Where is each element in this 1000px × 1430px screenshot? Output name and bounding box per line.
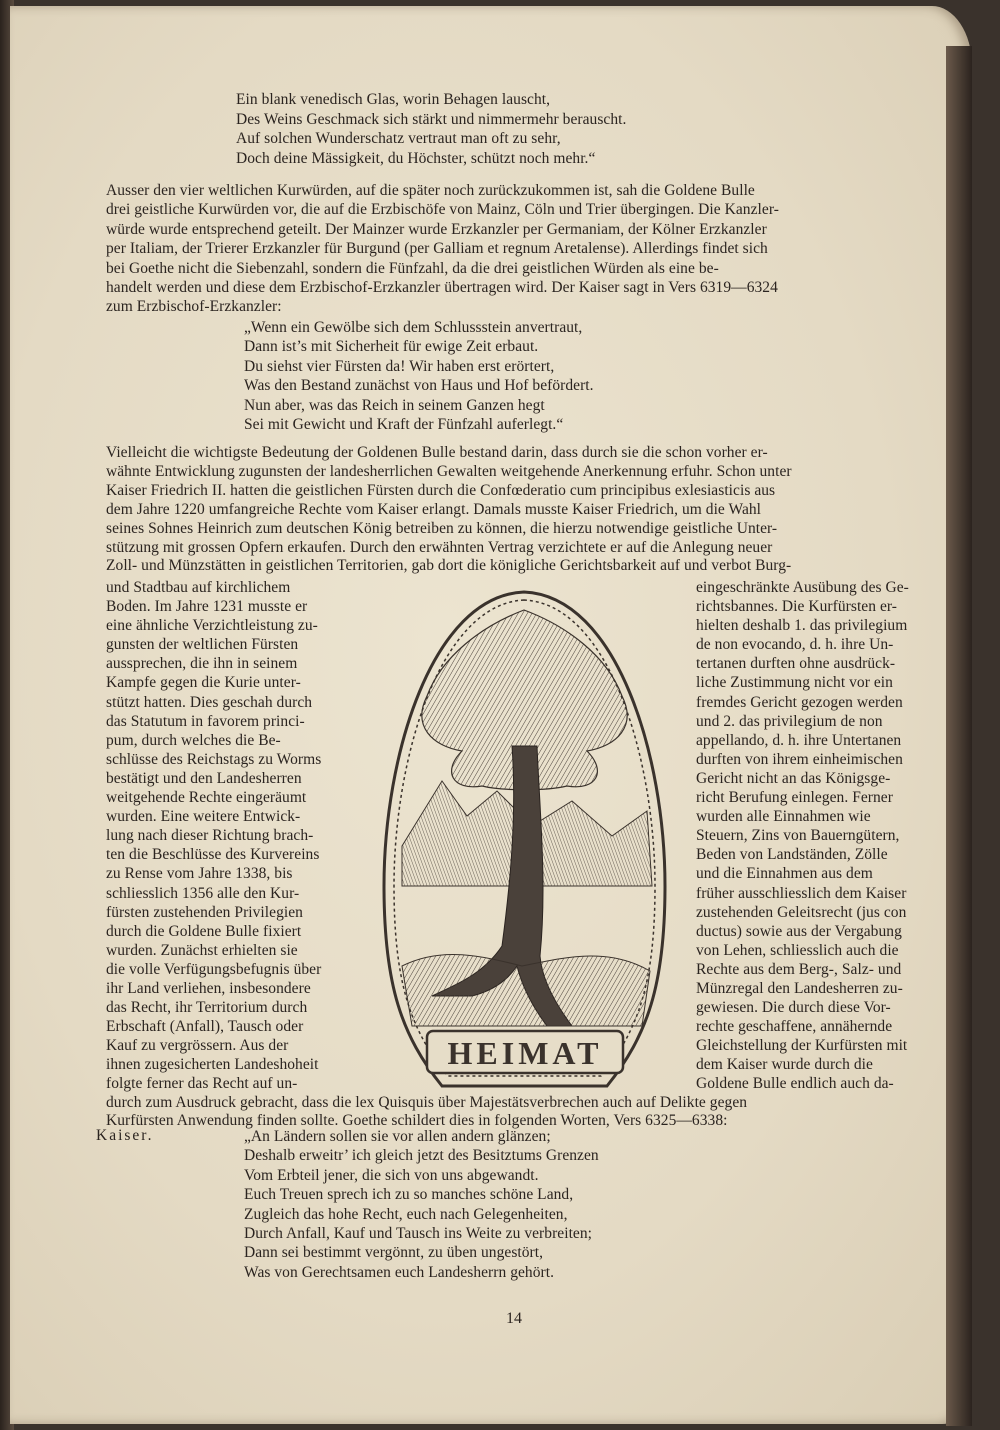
col_left-line: durch die Goldene Bulle fixiert (106, 922, 302, 940)
para1-line: zum Erzbischof-Erzkanzler: (106, 298, 282, 316)
para2_full-line: wähnte Entwicklung zugunsten der landesherrlichen Gewalten weitgehende Anerkennung erfuhr. Schon unter (106, 462, 792, 480)
col_left-line: lung nach dieser Richtung brach- (106, 827, 314, 845)
para2_full-line: Kaiser Friedrich II. hatten die geistlichen Fürsten durch die Confœderatio cum principibus exlesiasticis aus (106, 481, 776, 499)
col_right-line: Münzregal den Landesherren zu- (696, 979, 903, 997)
speaker-label: Kaiser. (96, 1127, 154, 1144)
col_left-line: Boden. Im Jahre 1231 musste er (106, 598, 308, 616)
col_left-line: Erbschaft (Anfall), Tausch oder (106, 1018, 304, 1036)
poem2-line: „Wenn ein Gewölbe sich dem Schlussstein anvertraut, (244, 319, 583, 336)
col_right-line: liche Zustimmung nicht vor ein (696, 674, 893, 692)
poem1-line: Doch deine Mässigkeit, du Höchster, schützt noch mehr.“ (236, 149, 596, 167)
col_right-line: früher ausschliesslich dem Kaiser (696, 884, 907, 902)
para2_full-line: stützung mit grossen Opfern erkaufen. Durch den erwähnten Vertrag verzichtete er auf die Anlegung neuer (106, 538, 773, 556)
col_right-line: und 2. das privilegium de non (696, 712, 883, 730)
para1-line: drei geistliche Kurwürden vor, die auf die Erzbischöfe von Mainz, Cöln und Trier übergingen. Die Kanzler- (106, 201, 779, 219)
col_left-line: die volle Verfügungsbefugnis über (106, 960, 322, 978)
col_right-line: Gleichstellung der Kurfürsten mit (696, 1037, 908, 1055)
poem-1 (236, 90, 626, 168)
col_right-line: hielten deshalb 1. das privilegium (696, 617, 908, 635)
col_left-line: aussprechen, die ihn in seinem (106, 655, 298, 673)
poem3-line: Durch Anfall, Kauf und Tausch ins Weite zu verbreiten; (244, 1225, 593, 1243)
col_left-line: fürsten zustehenden Privilegien (106, 903, 303, 921)
col_right-line: rechte geschaffene, annähernde (696, 1018, 893, 1036)
col_left-line: pum, durch welches die Be- (106, 731, 281, 749)
col_right-line: tertanen durften ohne ausdrück- (696, 655, 896, 673)
col_left-line: das Statutum in favorem princi- (106, 712, 305, 730)
para2_full-line: seines Sohnes Heinrich zum deutschen König betreiben zu können, die hierzu notwendige geistliche Unter- (106, 519, 778, 537)
col_left-line: wurden. Zunächst erhielten sie (106, 941, 298, 959)
para2_full-line: dem Jahre 1220 umfangreiche Rechte vom Kaiser erlangt. Damals musste Kaiser Friedrich, um die Wahl (106, 500, 762, 518)
col_left-line: folgte ferner das Recht auf un- (106, 1075, 298, 1093)
col_left-line: schliesslich 1356 alle den Kur- (106, 884, 300, 902)
page-edge (946, 46, 972, 1426)
poem-2 (244, 318, 594, 434)
col_left-line: gunsten der weltlichen Fürsten (106, 636, 299, 654)
paragraph-2 (106, 444, 792, 576)
para3-line: durch zum Ausdruck gebracht, dass die lex Quisquis über Majestätsverbrechen auch auf Delikte gegen (106, 1094, 748, 1111)
poem3-line: Vom Erbteil jener, die sich von uns abgewandt. (244, 1166, 539, 1184)
col_left-line: schlüsse des Reichstags zu Worms (106, 750, 322, 768)
para1-line: handelt werden und diese dem Erzbischof-Erzkanzler übertragen wird. Der Kaiser sagt in Vers 6319—6324 (106, 279, 778, 297)
para1-line: würde wurde entsprechend geteilt. Der Mainzer wurde Erzkanzler per Germaniam, der Kölner Erzkanzler (106, 220, 767, 238)
column-left (106, 578, 321, 1094)
poem-3 (244, 1127, 599, 1282)
col_left-line: stützt hatten. Dies geschah durch (106, 693, 313, 711)
col_right-line: durften von ihrem einheimischen (696, 750, 903, 768)
para2_full-line: Vielleicht die wichtigste Bedeutung der Goldenen Bulle bestand darin, dass durch sie die schon vorher er- (106, 444, 768, 461)
poem1-line: Ein blank venedisch Glas, worin Behagen lauscht, (236, 91, 551, 108)
col_right-line: Rechte aus dem Berg-, Salz- und (696, 960, 902, 978)
col_right-line: richtsbannes. Die Kurfürsten er- (696, 598, 897, 616)
col_right-line: Beden von Landständen, Zölle (696, 846, 888, 864)
paragraph-1 (106, 181, 779, 317)
emblem-title: HEIMAT (447, 1035, 603, 1071)
col_left-line: ihnen zugesicherten Landeshoheit (106, 1056, 319, 1074)
page-number: 14 (506, 1310, 522, 1327)
col_right-line: gewiesen. Die durch diese Vor- (696, 999, 891, 1017)
poem3-line: Deshalb erweitr’ ich gleich jetzt des Besitztums Grenzen (244, 1147, 599, 1165)
col_right-line: appellando, d. h. ihre Untertanen (696, 731, 902, 749)
poem2-line: Nun aber, was das Reich in seinem Ganzen hegt (244, 396, 545, 414)
poem2-line: Sei mit Gewicht und Kraft der Fünfzahl auferlegt.“ (244, 416, 564, 434)
col_right-line: und die Einnahmen aus dem (696, 865, 873, 883)
poem2-line: Was den Bestand zunächst von Haus und Hof befördert. (244, 377, 594, 395)
column-right (696, 578, 909, 1094)
col_right-line: zustehenden Geleitsrecht (jus con (696, 903, 907, 921)
heimat-emblem-illustration (372, 586, 677, 1098)
para2_full-line: Zoll- und Münzstätten in geistlichen Territorien, gab dort die königliche Gerichtsbarkeit auf und verbot Burg- (106, 557, 792, 575)
col_right-line: de non evocando, d. h. ihre Un- (696, 636, 894, 654)
poem1-line: Auf solchen Wunderschatz vertraut man oft zu sehr, (236, 130, 561, 148)
col_right-line: Goldene Bulle endlich auch da- (696, 1075, 894, 1093)
col_left-line: eine ähnliche Verzichtleistung zu- (106, 617, 318, 635)
col_right-line: fremdes Gericht gezogen werden (696, 693, 903, 711)
col_left-line: wurden. Eine weitere Entwick- (106, 808, 301, 826)
paragraph-3 (106, 1094, 747, 1130)
col_left-line: ihr Land verliehen, insbesondere (106, 979, 311, 997)
poem3-line: Dann sei bestimmt vergönnt, zu üben ungestört, (244, 1244, 544, 1262)
col_left-line: Kampfe gegen die Kurie unter- (106, 674, 301, 692)
poem3-line: Euch Treuen sprech ich zu so manches schöne Land, (244, 1186, 574, 1204)
col_left-line: ten die Beschlüsse des Kurvereins (106, 846, 320, 864)
para1-line: bei Goethe nicht die Siebenzahl, sondern die Fünfzahl, da die drei geistlichen Würden als eine be- (106, 259, 719, 277)
col_right-line: Steuern, Zins von Bauerngütern, (696, 827, 900, 845)
col_right-line: ductus) sowie aus der Vergabung (696, 922, 902, 940)
col_right-line: eingeschränkte Ausübung des Ge- (696, 579, 909, 596)
col_left-line: weitgehende Rechte eingeräumt (106, 789, 307, 807)
col_left-line: und Stadtbau auf kirchlichem (106, 579, 291, 596)
col_left-line: Kauf zu vergrössern. Aus der (106, 1037, 289, 1055)
para1-line: Ausser den vier weltlichen Kurwürden, auf die später noch zurückzukommen ist, sah die Goldene Bulle (106, 182, 755, 199)
poem1-line: Des Weins Geschmack sich stärkt und nimmermehr berauscht. (236, 110, 627, 128)
col_right-line: richt Berufung einlegen. Ferner (696, 789, 893, 807)
poem3-line: Zugleich das hohe Recht, euch nach Gelegenheiten, (244, 1205, 568, 1223)
para3-line: Kurfürsten Anwendung finden sollte. Goethe schildert dies in folgenden Worten, Vers 6325—6338: (106, 1112, 728, 1130)
col_left-line: bestätigt und den Landesherren (106, 769, 302, 787)
col_right-line: von Lehen, schliesslich auch die (696, 941, 899, 959)
col_left-line: das Recht, ihr Territorium durch (106, 999, 308, 1017)
poem2-line: Dann ist’s mit Sicherheit für ewige Zeit erbaut. (244, 338, 539, 356)
col_left-line: zu Rense vom Jahre 1338, bis (106, 865, 293, 883)
col_right-line: wurden alle Einnahmen wie (696, 808, 871, 826)
col_right-line: Gericht nicht an das Königsge- (696, 769, 891, 787)
col_right-line: dem Kaiser wurde durch die (696, 1056, 873, 1074)
poem3-line: Was von Gerechtsamen euch Landesherrn gehört. (244, 1263, 555, 1281)
para1-line: per Italiam, der Trierer Erzkanzler für Burgund (per Galliam et regnum Aretalense). Allerdings findet sich (106, 240, 768, 258)
poem2-line: Du siehst vier Fürsten da! Wir haben erst erörtert, (244, 357, 555, 375)
poem3-line: „An Ländern sollen sie vor allen andern glänzen; (244, 1128, 551, 1145)
